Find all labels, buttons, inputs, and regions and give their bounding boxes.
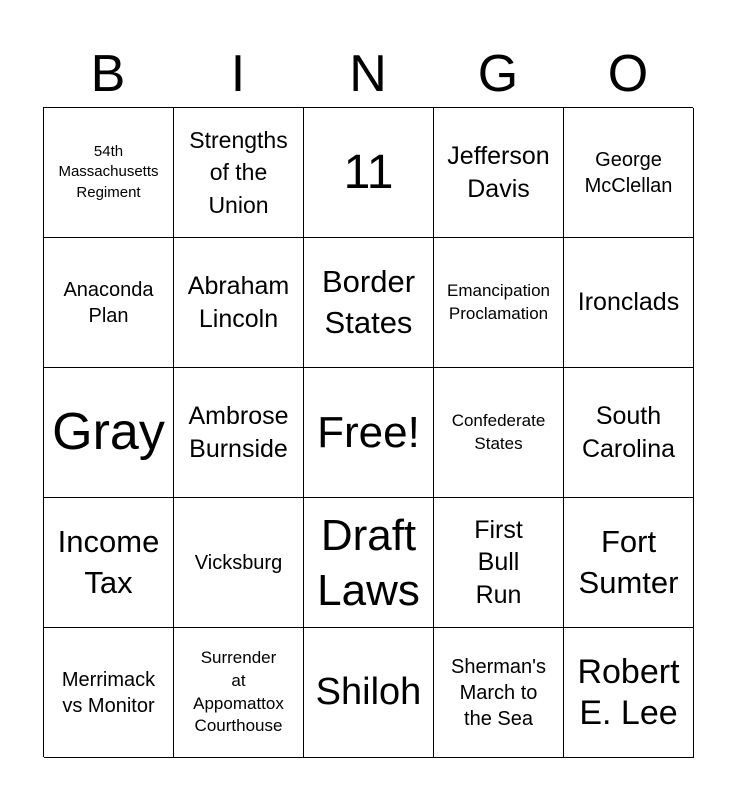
cell-label: Strengths of the Union — [189, 127, 288, 218]
cell-label: South Carolina — [581, 402, 676, 463]
cell-label: Sherman's March to the Sea — [451, 655, 546, 730]
bingo-cell[interactable] — [564, 628, 694, 758]
bingo-cell[interactable] — [434, 368, 564, 498]
cell-label: Shiloh — [315, 670, 422, 713]
bingo-cell[interactable] — [44, 498, 174, 628]
cell-label: Gray — [52, 402, 165, 461]
cell-label: First Bull Run — [474, 515, 523, 609]
header-letter-g: G — [477, 45, 519, 103]
bingo-cell[interactable] — [564, 498, 694, 628]
cell-label: 11 — [343, 145, 394, 199]
bingo-cell[interactable] — [434, 238, 564, 368]
header-letter-n: N — [349, 45, 387, 103]
header-letter-o: O — [607, 45, 649, 103]
bingo-cell[interactable] — [174, 108, 304, 238]
cell-label: 54th Massachusetts Regiment — [58, 143, 159, 201]
bingo-cell[interactable] — [564, 238, 694, 368]
bingo-cell free-space[interactable] — [304, 368, 434, 498]
bingo-cell[interactable] — [564, 108, 694, 238]
cell-label: Jefferson Davis — [447, 142, 550, 203]
bingo-header — [43, 40, 693, 108]
bingo-cell[interactable] — [174, 238, 304, 368]
bingo-cell[interactable] — [304, 498, 434, 628]
bingo-cell[interactable] — [44, 238, 174, 368]
cell-label: Free! — [317, 408, 420, 457]
cell-label: Confederate States — [451, 410, 546, 453]
cell-label: George McClellan — [584, 148, 673, 197]
cell-label: Anaconda Plan — [63, 278, 154, 327]
cell-label: Vicksburg — [194, 551, 283, 574]
header-letter-b: B — [90, 45, 126, 103]
bingo-cell[interactable] — [304, 108, 434, 238]
cell-label: Income Tax — [57, 524, 160, 600]
cell-label: Border States — [321, 264, 416, 340]
bingo-cell[interactable] — [174, 498, 304, 628]
cell-label: Abraham Lincoln — [187, 272, 290, 333]
bingo-cell[interactable] — [304, 628, 434, 758]
cell-label: Draft Laws — [317, 510, 420, 615]
bingo-cell[interactable] — [174, 628, 304, 758]
cell-label: Robert E. Lee — [577, 652, 680, 732]
bingo-board — [43, 107, 693, 757]
cell-label: Emancipation Proclamation — [446, 280, 550, 323]
bingo-cell[interactable] — [434, 628, 564, 758]
bingo-cell[interactable] — [434, 108, 564, 238]
bingo-cell[interactable] — [44, 628, 174, 758]
cell-label: Fort Sumter — [578, 524, 679, 600]
bingo-cell[interactable] — [174, 368, 304, 498]
cell-label: Surrender at Appomattox Courthouse — [193, 647, 284, 736]
bingo-cell[interactable] — [434, 498, 564, 628]
cell-label: Ironclads — [577, 288, 680, 317]
bingo-cell[interactable] — [44, 368, 174, 498]
header-letter-i: I — [230, 45, 246, 103]
bingo-cell[interactable] — [564, 368, 694, 498]
cell-label: Ambrose Burnside — [188, 402, 289, 463]
bingo-cell[interactable] — [304, 238, 434, 368]
cell-label: Merrimack vs Monitor — [61, 668, 156, 717]
bingo-cell[interactable] — [44, 108, 174, 238]
